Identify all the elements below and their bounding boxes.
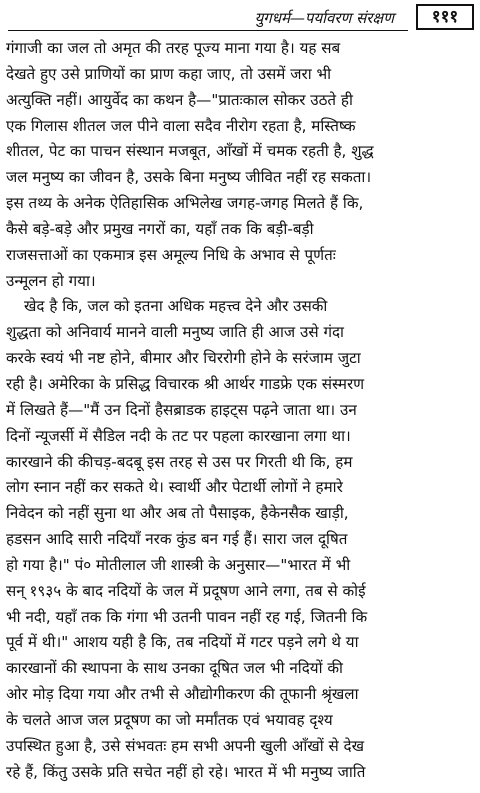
text-line: इस तथ्य के अनेक ऐतिहासिक अभिलेख जगह-जगह मिलते हैं कि,	[6, 194, 364, 213]
text-line: एक गिलास शीतल जल पीने वाला सदैव नीरोग रहता है, मस्तिष्क	[6, 116, 356, 135]
text-line: लोग स्नान नहीं कर सकते थे। स्वार्थी और पेटार्थी लोगों ने हमारे	[6, 478, 343, 497]
text-line: करके स्वयं भी नष्ट होने, बीमार और चिररोगी होने के सरंजाम जुटा	[6, 349, 361, 368]
text-line: दिनों न्यूजर्सी में सैडिल नदी के तट पर पहला कारखाना लगा था।	[6, 426, 351, 445]
text-line: निवेदन को नहीं सुना था और अब तो पैसाइक, हैकेनसैक खाड़ी,	[6, 504, 349, 523]
header-rule	[8, 30, 408, 31]
text-line: उपस्थित हुआ है, उसे संभवतः हम सभी अपनी खुली आँखों से देख	[6, 736, 365, 755]
text-line: अत्युक्ति नहीं। आयुर्वेद का कथन है—"प्रातःकाल सोकर उठते ही	[6, 90, 353, 109]
text-line: गंगाजी का जल तो अमृत की तरह पूज्य माना गया है। यह सब	[6, 39, 341, 57]
text-line: शुद्धता को अनिवार्य मानने वाली मनुष्य जाति ही आज उसे गंदा	[6, 323, 344, 342]
text-line: उन्मूलन हो गया।	[6, 271, 96, 290]
text-line: जल मनुष्य का जीवन है, उसके बिना मनुष्य जीवित नहीं रह सकता।	[6, 168, 372, 187]
text-line: पूर्व में थी।" आशय यही है कि, तब नदियों में गटर पड़ने लगे थे या	[6, 633, 359, 652]
text-line: राजसत्ताओं का एकमात्र इस अमूल्य निधि के अभाव से पूर्णतः	[6, 245, 336, 264]
text-line: हडसन आदि सारी नदियाँ नरक कुंड बन गई हैं। सारा जल दूषित	[6, 530, 348, 549]
text-line: कैसे बड़े-बड़े और प्रमुख नगरों का, यहाँ तक कि बड़ी-बड़ी	[6, 219, 314, 238]
page-header	[0, 0, 480, 34]
text-line: भी नदी, यहाँ तक कि गंगा भी उतनी पावन नहीं रह गई, जितनी कि	[6, 607, 368, 626]
body-text	[6, 36, 474, 785]
page-number: १११	[416, 4, 474, 30]
text-line: देखते हुए उसे प्राणियों का प्राण कहा जाए, तो उसमें जरा भी	[6, 64, 332, 83]
text-line: शीतल, पेट का पाचन संस्थान मजबूत, आँखों में चमक रहती है, शुद्ध	[6, 142, 374, 161]
text-line: सन् १९३५ के बाद नदियों के जल में प्रदूषण आने लगा, तब से कोई	[6, 581, 366, 600]
text-line: ओर मोड़ दिया गया और तभी से औद्योगीकरण की तूफानी श्रृंखला	[6, 685, 359, 704]
text-line: के चलते आज जल प्रदूषण का जो मर्मांतक एवं भयावह दृश्य	[6, 710, 333, 729]
text-line: कारखाने की कीचड़-बदबू इस तरह से उस पर गिरती थी कि, हम	[6, 452, 353, 471]
text-line: में लिखते हैं—"मैं उन दिनों हैसब्राडक हाइट्स पढ़ने जाता था। उन	[6, 400, 357, 419]
text-line: हो गया है।" पं० मोतीलाल जी शास्त्री के अनुसार—"भारत में भी	[6, 555, 351, 574]
text-line: रहे हैं, किंतु उसके प्रति सचेत नहीं हो रहे। भारत में भी मनुष्य जाति	[6, 762, 366, 781]
text-line: रही है। अमेरिका के प्रसिद्ध विचारक श्री आर्थर गाडफ्रे एक संस्मरण	[6, 374, 365, 393]
paragraph-start-line: खेद है कि, जल को इतना अधिक महत्त्व देने और उसकी	[24, 297, 328, 316]
text-line: कारखानों की स्थापना के साथ उनका दूषित जल भी नदियों की	[6, 659, 343, 678]
running-header-title: युगधर्म—पर्यावरण संरक्षण	[254, 9, 394, 27]
